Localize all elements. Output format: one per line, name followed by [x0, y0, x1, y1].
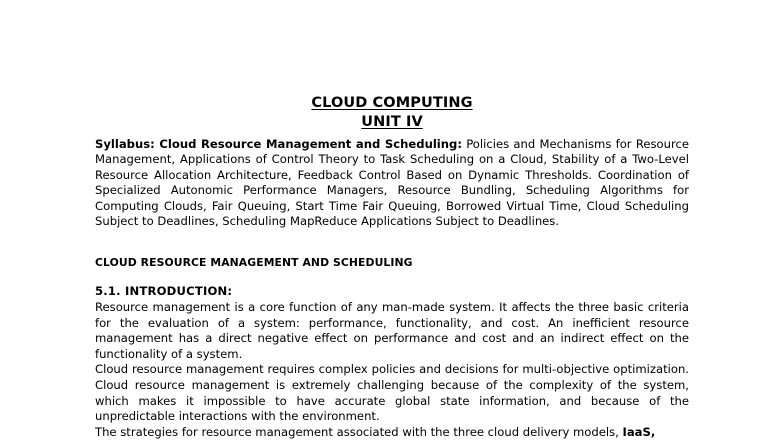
- unit-title: UNIT IV: [361, 114, 423, 130]
- document-title: CLOUD COMPUTING: [311, 95, 473, 111]
- iaas-term: IaaS,: [622, 424, 656, 439]
- paragraph-resource-management: Resource management is a core function of any man-made system. It affects the three basic criteria for the evaluation of a system: performance, functionality, and cost. An inefficient resource management has a direct negative effect on performance and cost and an indirect effect on the functionality of a system.: [95, 300, 689, 361]
- subsection-heading: 5.1. INTRODUCTION:: [95, 284, 233, 298]
- section-heading: CLOUD RESOURCE MANAGEMENT AND SCHEDULING: [95, 256, 413, 269]
- paragraph-cloud-resource-management: Cloud resource management requires complex policies and decisions for multi-objective optimization. Cloud resource management is extremely challenging because of the complexity of the system, which makes it impossible to have accurate global state information, and because of the unpredictable interactions with the environment.: [95, 362, 689, 424]
- syllabus-label: Syllabus: Cloud Resource Management and Scheduling:: [95, 137, 462, 151]
- syllabus-text: Policies and Mechanisms for Resource Management, Applications of Control Theory to Task Scheduling on a Cloud, Stability of a Two-Level Resource Allocation Architecture, Feedback Control Based on Dynamic Thresholds. Coordination of Specialized Autonomic Performance Managers, Resource Bundling, Scheduling Algorithms for Computing Clouds, Fair Queuing, Start Time Fair Queuing, Borrowed Virtual Time, Cloud Scheduling Subject to Deadlines, Scheduling MapReduce Applications Subject to Deadlines.: [95, 137, 690, 229]
- introduction-body: [95, 300, 689, 440]
- syllabus-paragraph: [95, 137, 689, 229]
- paragraph-strategies: [95, 425, 689, 441]
- paragraph-strategies-text: The strategies for resource management associated with the three cloud delivery models,: [95, 424, 623, 439]
